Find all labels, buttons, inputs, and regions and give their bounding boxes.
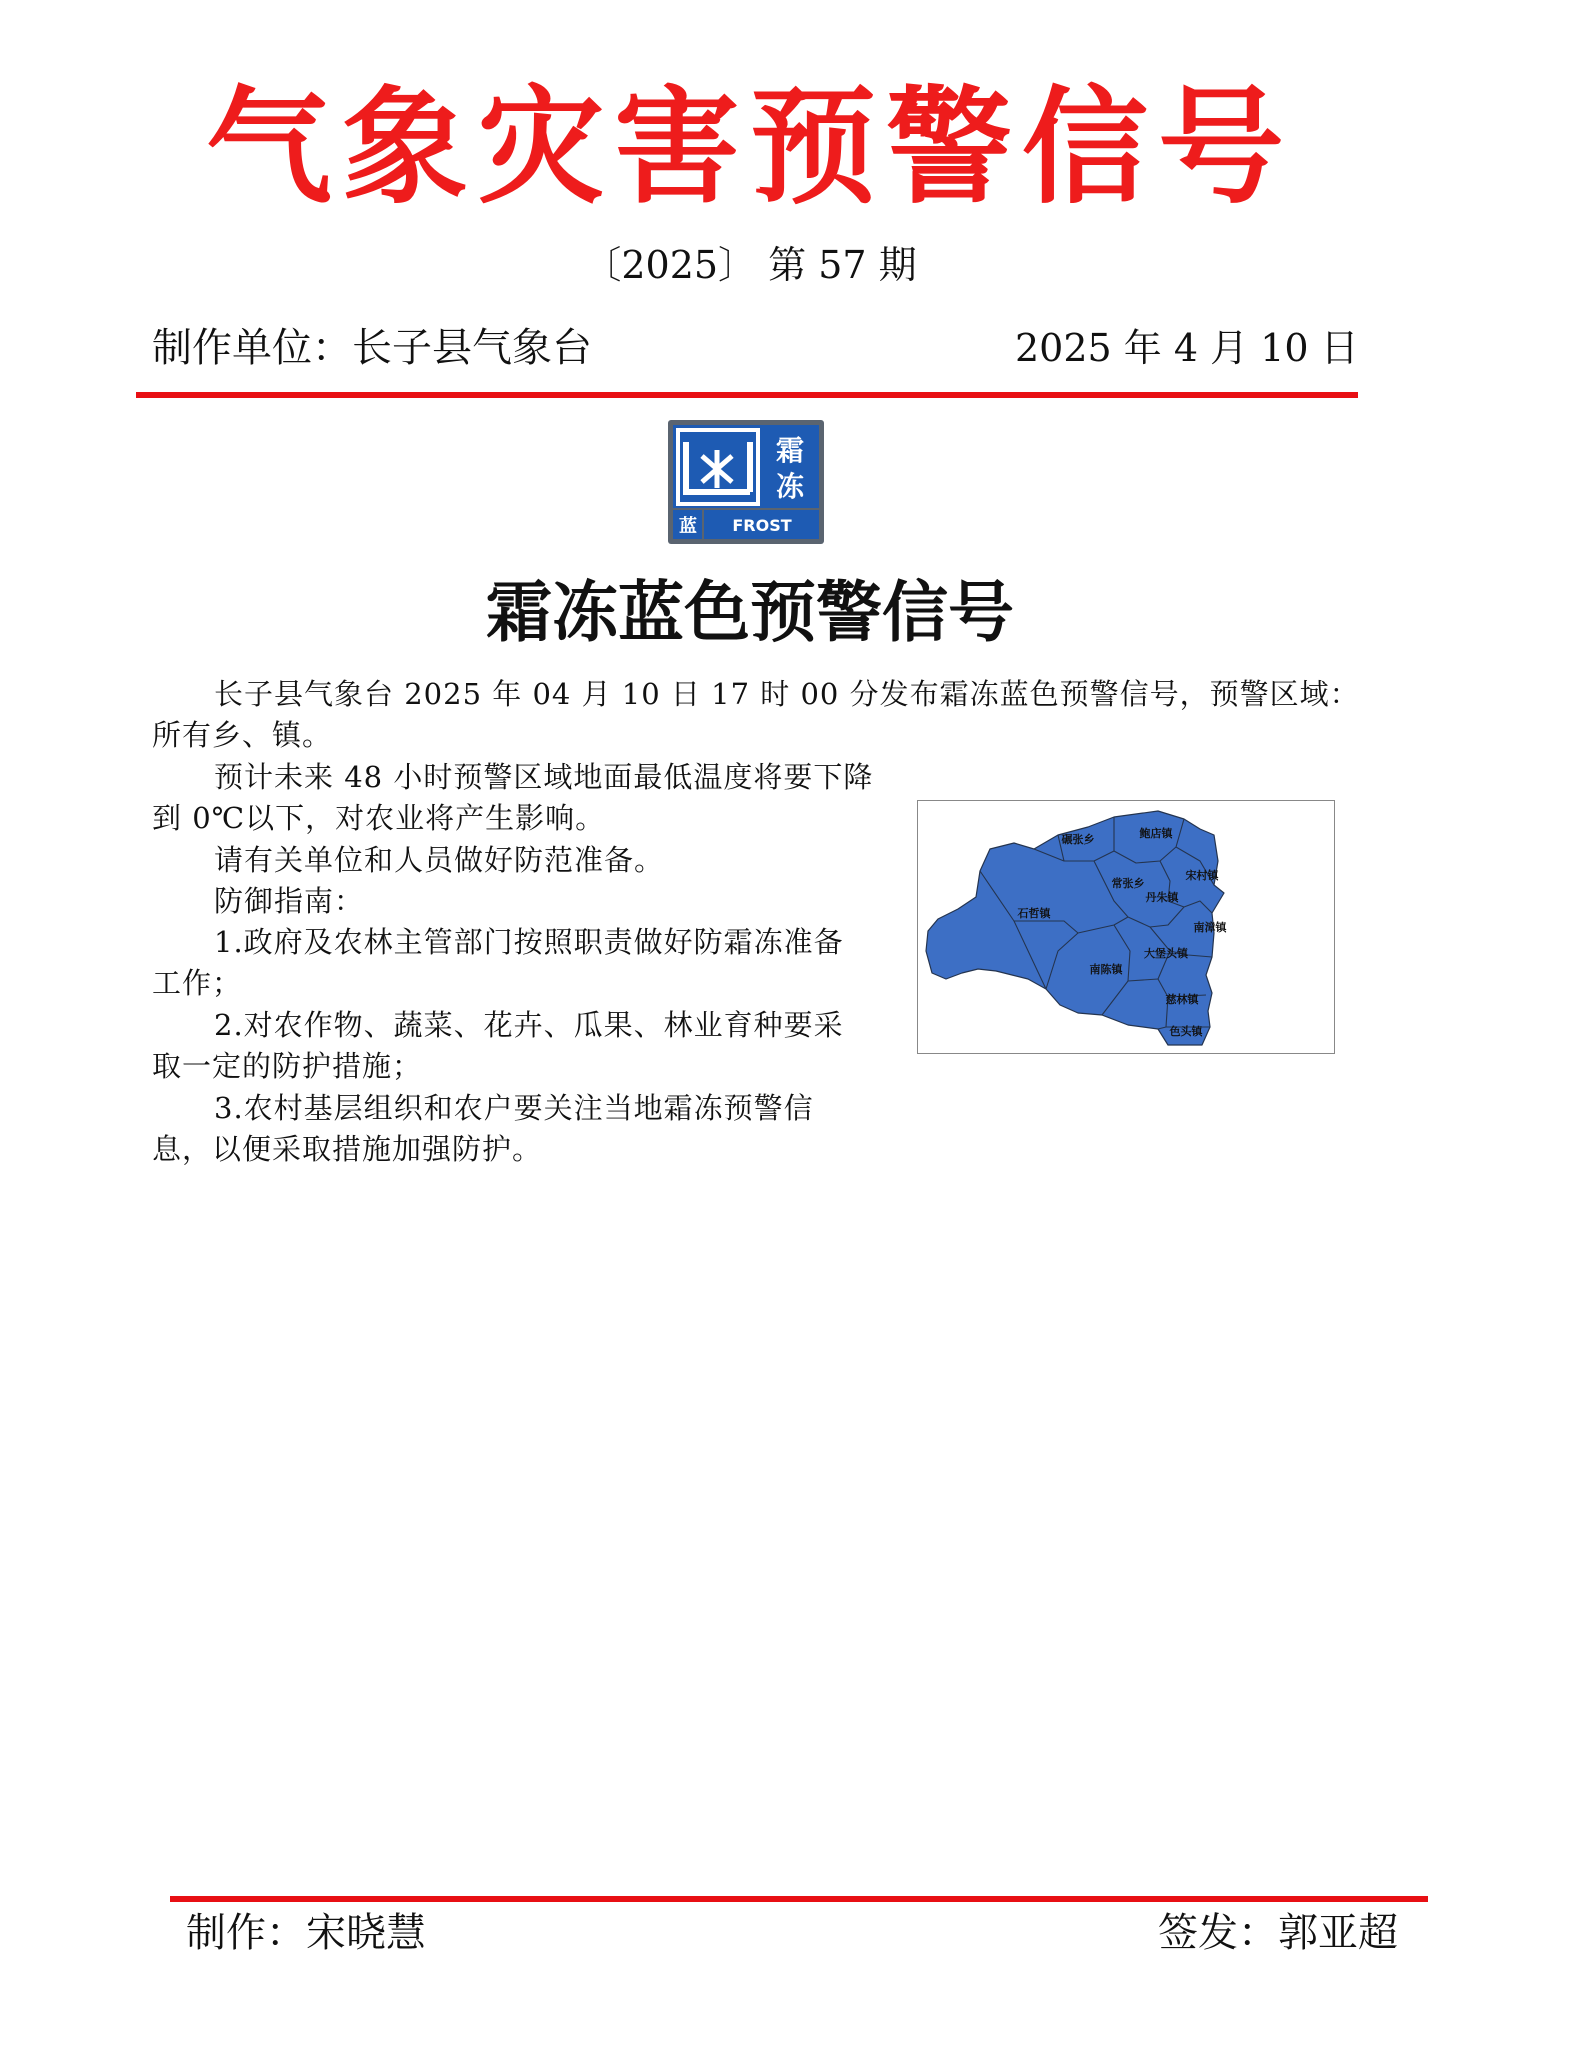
maker: 制作：宋晓慧	[186, 1910, 426, 1956]
body-line: 防御指南：	[214, 884, 365, 918]
town-label: 大堡头镇	[1144, 947, 1188, 960]
body-line: 预计未来 48 小时预警区域地面最低温度将要下降	[214, 760, 874, 794]
town-label: 宋村镇	[1185, 869, 1219, 882]
body-line: 3.农村基层组织和农户要关注当地霜冻预警信	[214, 1091, 814, 1125]
body-line: 1.政府及农林主管部门按照职责做好防霜冻准备	[214, 925, 844, 959]
badge-label-bottom: 冻	[775, 470, 805, 503]
badge-english: FROST	[732, 516, 792, 535]
body-line: 取一定的防护措施；	[152, 1049, 423, 1083]
document-title: 气象灾害预警信号	[206, 73, 1294, 221]
town-label: 南陈镇	[1089, 963, 1123, 976]
header-divider	[136, 392, 1358, 398]
signal-title: 霜冻蓝色预警信号	[486, 574, 1014, 651]
town-label: 常张乡	[1111, 877, 1145, 890]
issue-date: 2025 年 4 月 10 日	[1015, 326, 1359, 370]
badge-level: 蓝	[679, 516, 697, 537]
frost-icon	[678, 430, 758, 504]
town-label: 碾张乡	[1061, 833, 1095, 846]
body-line: 2.对农作物、蔬菜、花卉、瓜果、林业育种要采	[214, 1008, 844, 1042]
body-line: 长子县气象台 2025 年 04 月 10 日 17 时 00 分发布霜冻蓝色预警信号，预警区域：	[214, 677, 1360, 711]
warning-area-map	[917, 800, 1335, 1054]
badge-label-top: 霜	[775, 434, 805, 467]
producer-unit: 制作单位：长子县气象台	[152, 325, 592, 371]
frost-warning-badge	[668, 420, 824, 544]
town-label: 色头镇	[1169, 1025, 1203, 1038]
body-line: 请有关单位和人员做好防范准备。	[214, 843, 665, 877]
town-label: 南漳镇	[1193, 921, 1227, 934]
issue-number: 〔2025〕 第 57 期	[583, 243, 917, 287]
body-line: 所有乡、镇。	[152, 718, 333, 752]
town-label: 石哲镇	[1017, 907, 1051, 920]
town-label: 鲍店镇	[1139, 827, 1173, 840]
signer: 签发：郭亚超	[1158, 1910, 1398, 1956]
body-line: 到 0℃以下，对农业将产生影响。	[152, 801, 606, 835]
town-label: 丹朱镇	[1145, 891, 1179, 904]
body-line: 工作；	[152, 966, 243, 1000]
body-line: 息，以便采取措施加强防护。	[152, 1132, 543, 1166]
town-label: 慈林镇	[1165, 993, 1199, 1006]
footer-divider	[170, 1896, 1428, 1902]
